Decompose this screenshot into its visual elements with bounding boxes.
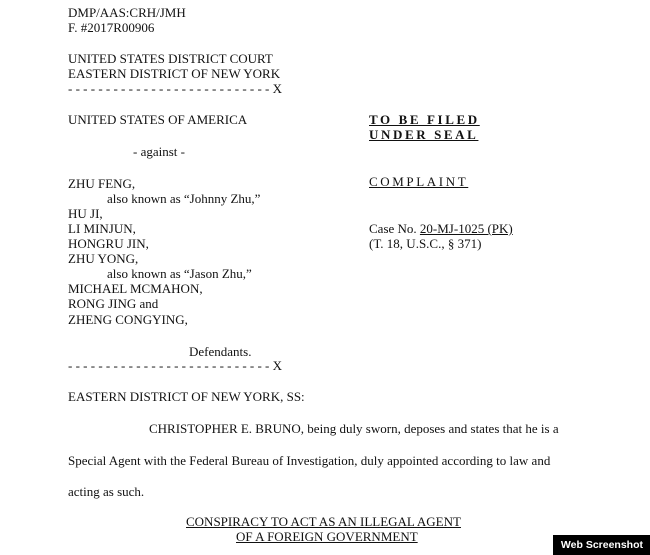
web-screenshot-badge: Web Screenshot [553,535,650,555]
section-heading-line-1: CONSPIRACY TO ACT AS AN ILLEGAL AGENT [186,514,461,529]
defendant-line: RONG JING and [68,296,159,311]
affidavit-paragraph-line-3: acting as such. [68,484,145,499]
defendant-alias: also known as “Johnny Zhu,” [107,191,261,206]
case-number-prefix: Case No. [369,221,420,236]
affidavit-paragraph-line-2: Special Agent with the Federal Bureau of Investigation, duly appointed according to law and [68,453,551,468]
venue-line: EASTERN DISTRICT OF NEW YORK, SS: [68,389,305,404]
against-label: - against - [133,144,185,159]
seal-notice-line-1: TO BE FILED [369,112,480,127]
document-type: COMPLAINT [369,174,469,189]
defendant-alias: also known as “Jason Zhu,” [107,266,252,281]
plaintiff-name: UNITED STATES OF AMERICA [68,112,248,127]
caption-separator-top: - - - - - - - - - - - - - - - - - - - - - - - - - - - X [68,81,283,96]
defendant-line: ZHU YONG, [68,251,139,266]
case-number: 20-MJ-1025 (PK) [419,221,513,236]
ref-line-2: F. #2017R00906 [68,20,155,35]
defendants-label: Defendants. [189,344,252,359]
defendant-line: HONGRU JIN, [68,236,149,251]
defendant-line: LI MINJUN, [68,221,136,236]
section-heading-line-2: OF A FOREIGN GOVERNMENT [236,529,418,544]
defendant-line: ZHU FENG, [68,176,136,191]
affidavit-paragraph-line-1: CHRISTOPHER E. BRUNO, being duly sworn, deposes and states that he is a [149,421,559,436]
case-number-line [369,222,513,235]
defendant-line: HU JI, [68,206,103,221]
caption-separator-bottom: - - - - - - - - - - - - - - - - - - - - - - - - - - - X [68,358,283,373]
court-name-line-1: UNITED STATES DISTRICT COURT [68,51,273,66]
seal-notice-line-2: UNDER SEAL [369,127,479,142]
defendant-line: ZHENG CONGYING, [68,312,188,327]
statute-citation: (T. 18, U.S.C., § 371) [369,236,482,251]
ref-line-1: DMP/AAS:CRH/JMH [68,5,186,20]
defendant-line: MICHAEL MCMAHON, [68,281,203,296]
court-name-line-2: EASTERN DISTRICT OF NEW YORK [68,66,281,81]
